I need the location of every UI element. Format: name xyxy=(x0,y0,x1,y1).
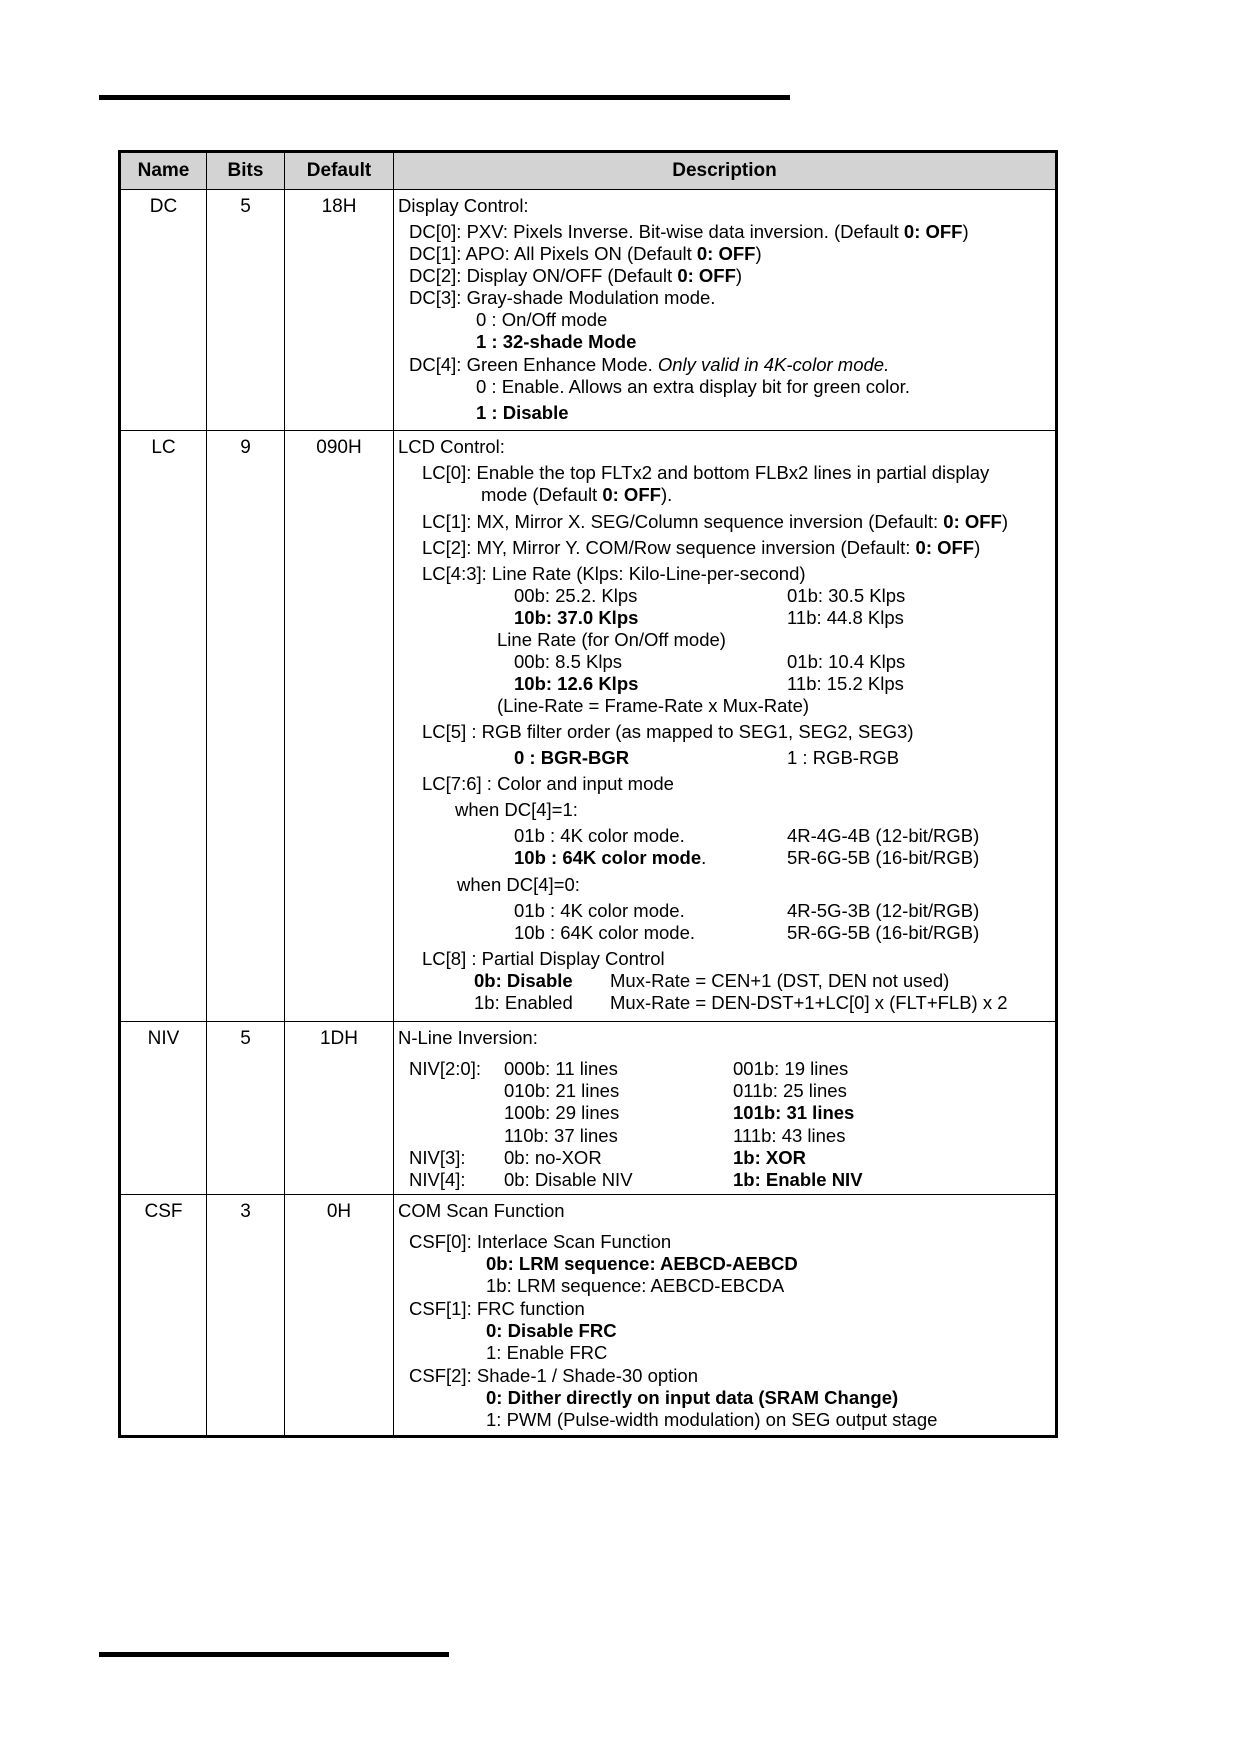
description-text: 1b: Enabled xyxy=(474,992,573,1013)
description-line xyxy=(409,1147,466,1169)
register-table xyxy=(118,150,1058,1438)
description-line xyxy=(504,1147,602,1169)
cell-description xyxy=(394,190,1057,431)
description-text: COM Scan Function xyxy=(398,1200,565,1221)
description-text: LC[7:6] : Color and input mode xyxy=(422,773,674,794)
description-line xyxy=(514,651,622,673)
description-text: 0b: LRM sequence: AEBCD-AEBCD xyxy=(486,1253,798,1274)
description-text: 01b : 4K color mode. xyxy=(514,825,685,846)
description-line xyxy=(409,243,762,265)
cell-name: LC xyxy=(120,431,207,1022)
description-text: 011b: 25 lines xyxy=(733,1080,847,1101)
description-text: 11b: 15.2 Klps xyxy=(787,673,904,694)
description-text: 001b: 19 lines xyxy=(733,1058,849,1079)
description-text: 0 : On/Off mode xyxy=(476,309,608,330)
cell-default: 1DH xyxy=(285,1022,394,1195)
description-text: 1 : Disable xyxy=(476,402,569,423)
description-line xyxy=(514,900,685,922)
header-bits: Bits xyxy=(207,152,285,190)
description-text: . xyxy=(701,847,707,868)
description-line xyxy=(476,402,569,424)
table-header-row xyxy=(120,152,1057,190)
description-text: 01b: 10.4 Klps xyxy=(787,651,906,672)
description-text: 0: OFF xyxy=(903,221,963,242)
description-text: 1 : 32-shade Mode xyxy=(476,331,637,352)
description-line xyxy=(787,585,905,607)
description-text: LC[1]: MX, Mirror X. SEG/Column sequence inversion (Default: xyxy=(422,511,944,532)
table-row xyxy=(120,431,1057,1022)
description-line xyxy=(409,354,889,376)
description-text: 5R-6G-5B (16-bit/RGB) xyxy=(787,847,980,868)
description-line xyxy=(733,1058,848,1080)
description-line xyxy=(787,673,904,695)
description-text: 0: OFF xyxy=(602,484,661,505)
description-text: 1b: Enable NIV xyxy=(733,1169,863,1190)
description-line xyxy=(504,1169,633,1191)
description-line xyxy=(422,511,1008,533)
description-line xyxy=(476,309,607,331)
description-line xyxy=(733,1080,847,1102)
description-text: 10b : 64K color mode. xyxy=(514,922,695,943)
description-line xyxy=(497,695,809,717)
cell-bits: 3 xyxy=(207,1195,285,1437)
cell-name: CSF xyxy=(120,1195,207,1437)
description-line xyxy=(409,287,715,309)
description-line xyxy=(476,331,636,353)
description-line xyxy=(504,1080,619,1102)
description-line xyxy=(787,900,979,922)
description-line xyxy=(610,970,949,992)
description-line xyxy=(486,1275,784,1297)
description-line xyxy=(409,1365,698,1387)
description-text: 10b: 37.0 Klps xyxy=(514,607,639,628)
description-text: CSF[0]: Interlace Scan Function xyxy=(409,1231,672,1252)
description-text: 101b: 31 lines xyxy=(733,1102,855,1123)
description-text: 1: Enable FRC xyxy=(486,1342,608,1363)
description-text: 0: Disable FRC xyxy=(486,1320,617,1341)
description-text: DC[2]: Display ON/OFF (Default xyxy=(409,265,678,286)
cell-description xyxy=(394,431,1057,1022)
cell-bits: 9 xyxy=(207,431,285,1022)
description-line xyxy=(481,484,672,506)
description-line xyxy=(422,721,913,743)
footer-rule xyxy=(99,1652,449,1657)
description-text: CSF[1]: FRC function xyxy=(409,1298,585,1319)
description-text: 0: OFF xyxy=(696,243,756,264)
description-line xyxy=(787,847,979,869)
description-line xyxy=(398,436,505,458)
description-line xyxy=(409,1231,671,1253)
description-text: when DC[4]=1: xyxy=(455,799,578,820)
description-line xyxy=(497,629,726,651)
cell-default: 18H xyxy=(285,190,394,431)
description-line xyxy=(486,1253,798,1275)
description-line xyxy=(409,1169,466,1191)
description-line xyxy=(422,537,980,559)
header-default: Default xyxy=(285,152,394,190)
description-text: 111b: 43 lines xyxy=(733,1125,846,1146)
description-text: 4R-5G-3B (12-bit/RGB) xyxy=(787,900,980,921)
description-text: ). xyxy=(660,484,673,505)
cell-description xyxy=(394,1195,1057,1437)
description-text: 10b : 64K color mode xyxy=(514,847,702,868)
description-line xyxy=(476,376,910,398)
description-text: 0: Dither directly on input data (SRAM Change) xyxy=(486,1387,899,1408)
description-line xyxy=(610,992,1008,1014)
header-name: Name xyxy=(120,152,207,190)
description-text: NIV[3]: xyxy=(409,1147,466,1168)
description-text: 1b: LRM sequence: AEBCD-EBCDA xyxy=(486,1275,785,1296)
description-line xyxy=(422,563,806,585)
description-line xyxy=(514,607,638,629)
description-line xyxy=(409,221,969,243)
description-text: LC[2]: MY, Mirror Y. COM/Row sequence inversion (Default: xyxy=(422,537,916,558)
description-text: 1: PWM (Pulse-width modulation) on SEG output stage xyxy=(486,1409,938,1430)
description-text: NIV[4]: xyxy=(409,1169,466,1190)
description-line xyxy=(787,651,905,673)
description-line xyxy=(514,825,685,847)
header-description: Description xyxy=(394,152,1057,190)
description-text: LC[5] : RGB filter order (as mapped to SEG1, SEG2, SEG3) xyxy=(422,721,914,742)
description-text: 00b: 25.2. Klps xyxy=(514,585,638,606)
description-line xyxy=(422,948,665,970)
description-text: ) xyxy=(735,265,743,286)
description-line xyxy=(457,874,580,896)
table-row xyxy=(120,1195,1057,1437)
description-text: ) xyxy=(1001,511,1009,532)
description-text: 010b: 21 lines xyxy=(504,1080,620,1101)
description-line xyxy=(514,585,637,607)
description-line xyxy=(398,1027,538,1049)
description-line xyxy=(514,847,706,869)
description-line xyxy=(733,1102,854,1124)
cell-default: 090H xyxy=(285,431,394,1022)
description-line xyxy=(787,825,979,847)
cell-bits: 5 xyxy=(207,190,285,431)
description-text: 0b: Disable NIV xyxy=(504,1169,633,1190)
description-line xyxy=(486,1320,617,1342)
description-line xyxy=(398,1200,565,1222)
description-line xyxy=(514,747,629,769)
description-text: ) xyxy=(962,221,969,242)
description-line xyxy=(486,1342,607,1364)
description-text: DC[0]: PXV: Pixels Inverse. Bit-wise data inversion. (Default xyxy=(409,221,904,242)
description-text: 0b: no-XOR xyxy=(504,1147,602,1168)
table-row xyxy=(120,1022,1057,1195)
description-text: 10b: 12.6 Klps xyxy=(514,673,639,694)
description-line xyxy=(514,673,638,695)
description-text: 100b: 29 lines xyxy=(504,1102,620,1123)
description-text: 4R-4G-4B (12-bit/RGB) xyxy=(787,825,980,846)
description-line xyxy=(787,747,899,769)
description-text: ) xyxy=(755,243,762,264)
description-line xyxy=(514,922,695,944)
description-text: N-Line Inversion: xyxy=(398,1027,538,1048)
description-text: 0: OFF xyxy=(943,511,1002,532)
description-line xyxy=(733,1147,806,1169)
description-text: 0: OFF xyxy=(915,537,975,558)
description-text: Display Control: xyxy=(398,195,529,216)
description-text: LCD Control: xyxy=(398,436,505,457)
table-row xyxy=(120,190,1057,431)
description-text: 01b: 30.5 Klps xyxy=(787,585,906,606)
description-line xyxy=(787,607,904,629)
description-line xyxy=(474,992,573,1014)
description-text: Only valid in 4K-color mode. xyxy=(657,354,890,375)
description-text: DC[1]: APO: All Pixels ON (Default xyxy=(409,243,697,264)
cell-description xyxy=(394,1022,1057,1195)
description-text: Line Rate (for On/Off mode) xyxy=(497,629,726,650)
description-text: 01b : 4K color mode. xyxy=(514,900,685,921)
description-text: mode (Default xyxy=(481,484,603,505)
description-line xyxy=(504,1058,618,1080)
header-rule xyxy=(99,95,790,100)
description-text: Mux-Rate = DEN-DST+1+LC[0] x (FLT+FLB) x 2 xyxy=(610,992,1008,1013)
description-line xyxy=(409,1298,585,1320)
description-text: 1b: XOR xyxy=(733,1147,806,1168)
description-line xyxy=(409,265,742,287)
description-text: 0 : BGR-BGR xyxy=(514,747,630,768)
cell-name: DC xyxy=(120,190,207,431)
description-text: 110b: 37 lines xyxy=(504,1125,618,1146)
description-line xyxy=(422,462,989,484)
cell-bits: 5 xyxy=(207,1022,285,1195)
description-text: 0 : Enable. Allows an extra display bit for green color. xyxy=(476,376,910,397)
description-text: CSF[2]: Shade-1 / Shade-30 option xyxy=(409,1365,698,1386)
description-text: ) xyxy=(974,537,981,558)
description-text: LC[4:3]: Line Rate (Klps: Kilo-Line-per-second) xyxy=(422,563,806,584)
description-text: 5R-6G-5B (16-bit/RGB) xyxy=(787,922,980,943)
description-line xyxy=(398,195,529,217)
description-text: DC[3]: Gray-shade Modulation mode. xyxy=(409,287,716,308)
description-text: Mux-Rate = CEN+1 (DST, DEN not used) xyxy=(610,970,950,991)
description-text: LC[8] : Partial Display Control xyxy=(422,948,665,969)
description-line xyxy=(787,922,979,944)
description-line xyxy=(486,1409,937,1431)
description-text: 0: OFF xyxy=(677,265,736,286)
description-line xyxy=(409,1058,481,1080)
description-line xyxy=(474,970,573,992)
description-text: 11b: 44.8 Klps xyxy=(787,607,904,628)
description-line xyxy=(422,773,674,795)
description-text: 00b: 8.5 Klps xyxy=(514,651,622,672)
description-line xyxy=(733,1125,845,1147)
description-text: NIV[2:0]: xyxy=(409,1058,481,1079)
description-text: 0b: Disable xyxy=(474,970,573,991)
description-text: 1 : RGB-RGB xyxy=(787,747,900,768)
description-text: LC[0]: Enable the top FLTx2 and bottom FLBx2 lines in partial display xyxy=(422,462,990,483)
description-line xyxy=(733,1169,863,1191)
description-line xyxy=(486,1387,898,1409)
description-text: DC[4]: Green Enhance Mode. xyxy=(409,354,658,375)
cell-default: 0H xyxy=(285,1195,394,1437)
description-line xyxy=(504,1102,619,1124)
description-line xyxy=(455,799,578,821)
description-text: 000b: 11 lines xyxy=(504,1058,618,1079)
cell-name: NIV xyxy=(120,1022,207,1195)
description-text: when DC[4]=0: xyxy=(457,874,580,895)
description-text: (Line-Rate = Frame-Rate x Mux-Rate) xyxy=(497,695,810,716)
description-line xyxy=(504,1125,618,1147)
